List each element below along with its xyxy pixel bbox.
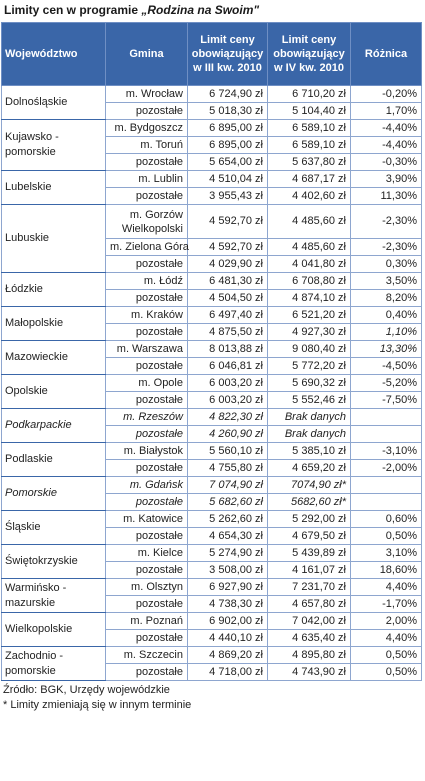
title-program-name: „Rodzina na Swoim" [141,3,260,17]
gmina-cell: m. Wrocław [106,86,188,103]
q3-cell: 4 755,80 zł [188,460,268,477]
region-cell: Dolnośląskie [2,86,106,120]
q3-cell: 4 260,90 zł [188,426,268,443]
diff-cell: -4,40% [351,137,422,154]
diff-cell: 1,10% [351,324,422,341]
diff-cell: 11,30% [351,188,422,205]
q3-cell: 6 724,90 zł [188,86,268,103]
header-q3-limit: Limit ceny obowiązujący w III kw. 2010 [188,23,268,86]
header-q4-limit: Limit ceny obowiązujący w IV kw. 2010 [268,23,351,86]
q4-cell: 4 743,90 zł [268,664,351,681]
gmina-cell: m. Bydgoszcz [106,120,188,137]
table-row [2,341,422,358]
table-row [2,273,422,290]
q4-cell: Brak danych [268,409,351,426]
q4-cell: 4 485,60 zł [268,205,351,239]
diff-cell: 0,50% [351,647,422,664]
table-row [2,375,422,392]
q4-cell: 7 042,00 zł [268,613,351,630]
region-cell: Pomorskie [2,477,106,511]
q3-cell: 6 927,90 zł [188,579,268,596]
q4-cell: 7 231,70 zł [268,579,351,596]
table-row [2,511,422,528]
header-gmina: Gmina [106,23,188,86]
gmina-cell: pozostałe [106,392,188,409]
q3-cell: 4 029,90 zł [188,256,268,273]
diff-cell: -4,50% [351,358,422,375]
table-row [2,409,422,426]
q4-cell: 6 708,80 zł [268,273,351,290]
gmina-cell: pozostałe [106,103,188,120]
q3-cell: 5 654,00 zł [188,154,268,171]
q4-cell: 4 041,80 zł [268,256,351,273]
diff-cell: -5,20% [351,375,422,392]
q4-cell: 5 104,40 zł [268,103,351,120]
footnote: * Limity zmieniają się w innym terminie [3,699,192,711]
q3-cell: 4 869,20 zł [188,647,268,664]
q3-cell: 4 654,30 zł [188,528,268,545]
diff-cell: -4,40% [351,120,422,137]
gmina-cell: pozostałe [106,494,188,511]
q4-cell: 4 402,60 zł [268,188,351,205]
gmina-cell: m. Szczecin [106,647,188,664]
q4-cell: 5 385,10 zł [268,443,351,460]
q4-cell: 5 772,20 zł [268,358,351,375]
diff-cell: 3,50% [351,273,422,290]
gmina-cell: m. Kraków [106,307,188,324]
diff-cell: -3,10% [351,443,422,460]
table-row [2,307,422,324]
q3-cell: 6 481,30 zł [188,273,268,290]
diff-cell: 4,40% [351,579,422,596]
q3-cell: 4 592,70 zł [188,205,268,239]
q4-cell: 4 679,50 zł [268,528,351,545]
q3-cell: 7 074,90 zł [188,477,268,494]
q4-cell: 6 589,10 zł [268,120,351,137]
gmina-cell: pozostałe [106,630,188,647]
table-row [2,613,422,630]
table-row [2,477,422,494]
diff-cell: -2,30% [351,239,422,256]
q3-cell: 4 504,50 zł [188,290,268,307]
region-cell: Warmińsko - mazurskie [2,579,106,613]
q4-cell: 6 710,20 zł [268,86,351,103]
gmina-cell: m. Toruń [106,137,188,154]
q3-cell: 5 018,30 zł [188,103,268,120]
region-cell: Wielkopolskie [2,613,106,647]
q3-cell: 6 902,00 zł [188,613,268,630]
table-row [2,545,422,562]
diff-cell: -0,20% [351,86,422,103]
region-cell: Świętokrzyskie [2,545,106,579]
gmina-cell: m. Poznań [106,613,188,630]
q4-cell: 5 439,89 zł [268,545,351,562]
source-note: Źródło: BGK, Urzędy wojewódzkie [3,684,170,696]
q3-cell: 3 508,00 zł [188,562,268,579]
diff-cell: 1,70% [351,103,422,120]
q3-cell: 6 003,20 zł [188,375,268,392]
q4-cell: 4 161,07 zł [268,562,351,579]
gmina-cell: m. Zielona Góra [106,239,188,256]
gmina-cell: pozostałe [106,290,188,307]
table-row [2,579,422,596]
q3-cell: 6 497,40 zł [188,307,268,324]
q3-cell: 4 875,50 zł [188,324,268,341]
q4-cell: 4 895,80 zł [268,647,351,664]
gmina-cell: pozostałe [106,562,188,579]
gmina-cell: m. Lublin [106,171,188,188]
diff-cell: 2,00% [351,613,422,630]
gmina-cell: pozostałe [106,460,188,477]
table-row [2,443,422,460]
q3-cell: 6 003,20 zł [188,392,268,409]
region-cell: Opolskie [2,375,106,409]
gmina-cell: m. Gdańsk [106,477,188,494]
diff-cell [351,477,422,494]
q3-cell: 4 510,04 zł [188,171,268,188]
gmina-cell: m. Warszawa [106,341,188,358]
diff-cell: -2,30% [351,205,422,239]
q3-cell: 6 895,00 zł [188,120,268,137]
region-cell: Łódzkie [2,273,106,307]
q4-cell: 4 687,17 zł [268,171,351,188]
diff-cell: -0,30% [351,154,422,171]
diff-cell [351,494,422,511]
diff-cell: 0,30% [351,256,422,273]
gmina-cell: m. Gorzów Wielkopolski [106,205,188,239]
q4-cell: 5 292,00 zł [268,511,351,528]
header-wojewodztwo: Województwo [2,23,106,86]
table-row [2,647,422,664]
q3-cell: 5 560,10 zł [188,443,268,460]
header-roznica: Różnica [351,23,422,86]
diff-cell: 18,60% [351,562,422,579]
q3-cell: 5 262,60 zł [188,511,268,528]
diff-cell: 4,40% [351,630,422,647]
diff-cell [351,426,422,443]
q4-cell: 9 080,40 zł [268,341,351,358]
gmina-cell: pozostałe [106,596,188,613]
diff-cell: 3,90% [351,171,422,188]
q3-cell: 5 682,60 zł [188,494,268,511]
q3-cell: 4 822,30 zł [188,409,268,426]
region-cell: Mazowieckie [2,341,106,375]
q3-cell: 4 738,30 zł [188,596,268,613]
table-title [0,0,425,22]
q4-cell: 4 659,20 zł [268,460,351,477]
diff-cell: 0,60% [351,511,422,528]
q3-cell: 6 895,00 zł [188,137,268,154]
q4-cell: 6 589,10 zł [268,137,351,154]
q3-cell: 3 955,43 zł [188,188,268,205]
gmina-cell: pozostałe [106,324,188,341]
gmina-cell: pozostałe [106,188,188,205]
diff-cell: 8,20% [351,290,422,307]
gmina-cell: pozostałe [106,426,188,443]
q4-cell: Brak danych [268,426,351,443]
gmina-cell: m. Białystok [106,443,188,460]
q4-cell: 5 552,46 zł [268,392,351,409]
gmina-cell: m. Rzeszów [106,409,188,426]
gmina-cell: pozostałe [106,664,188,681]
diff-cell [351,409,422,426]
table-row [2,205,422,239]
region-cell: Lubelskie [2,171,106,205]
region-cell: Kujawsko - pomorskie [2,120,106,171]
q4-cell: 5 637,80 zł [268,154,351,171]
q4-cell: 6 521,20 zł [268,307,351,324]
q3-cell: 4 440,10 zł [188,630,268,647]
q4-cell: 5682,60 zł* [268,494,351,511]
gmina-cell: m. Łódź [106,273,188,290]
diff-cell: 0,50% [351,664,422,681]
table-header-row [2,23,422,86]
q4-cell: 5 690,32 zł [268,375,351,392]
region-cell: Podkarpackie [2,409,106,443]
diff-cell: 0,50% [351,528,422,545]
q4-cell: 4 657,80 zł [268,596,351,613]
region-cell: Podlaskie [2,443,106,477]
gmina-cell: m. Katowice [106,511,188,528]
gmina-cell: m. Olsztyn [106,579,188,596]
q4-cell: 4 635,40 zł [268,630,351,647]
q4-cell: 4 927,30 zł [268,324,351,341]
q4-cell: 4 485,60 zł [268,239,351,256]
gmina-cell: pozostałe [106,154,188,171]
diff-cell: -1,70% [351,596,422,613]
diff-cell: 0,40% [351,307,422,324]
table-row [2,171,422,188]
diff-cell: -7,50% [351,392,422,409]
region-cell: Śląskie [2,511,106,545]
gmina-cell: m. Kielce [106,545,188,562]
gmina-cell: pozostałe [106,256,188,273]
gmina-cell: pozostałe [106,528,188,545]
diff-cell: -2,00% [351,460,422,477]
diff-cell: 13,30% [351,341,422,358]
q3-cell: 5 274,90 zł [188,545,268,562]
region-cell: Lubuskie [2,205,106,273]
region-cell: Zachodnio - pomorskie [2,647,106,681]
q4-cell: 4 874,10 zł [268,290,351,307]
q4-cell: 7074,90 zł* [268,477,351,494]
gmina-cell: m. Opole [106,375,188,392]
q3-cell: 4 592,70 zł [188,239,268,256]
q3-cell: 8 013,88 zł [188,341,268,358]
table-row [2,86,422,103]
price-limits-table [1,22,422,681]
gmina-cell: pozostałe [106,358,188,375]
title-prefix: Limity cen w programie [4,3,142,17]
q3-cell: 4 718,00 zł [188,664,268,681]
table-row [2,120,422,137]
diff-cell: 3,10% [351,545,422,562]
region-cell: Małopolskie [2,307,106,341]
q3-cell: 6 046,81 zł [188,358,268,375]
